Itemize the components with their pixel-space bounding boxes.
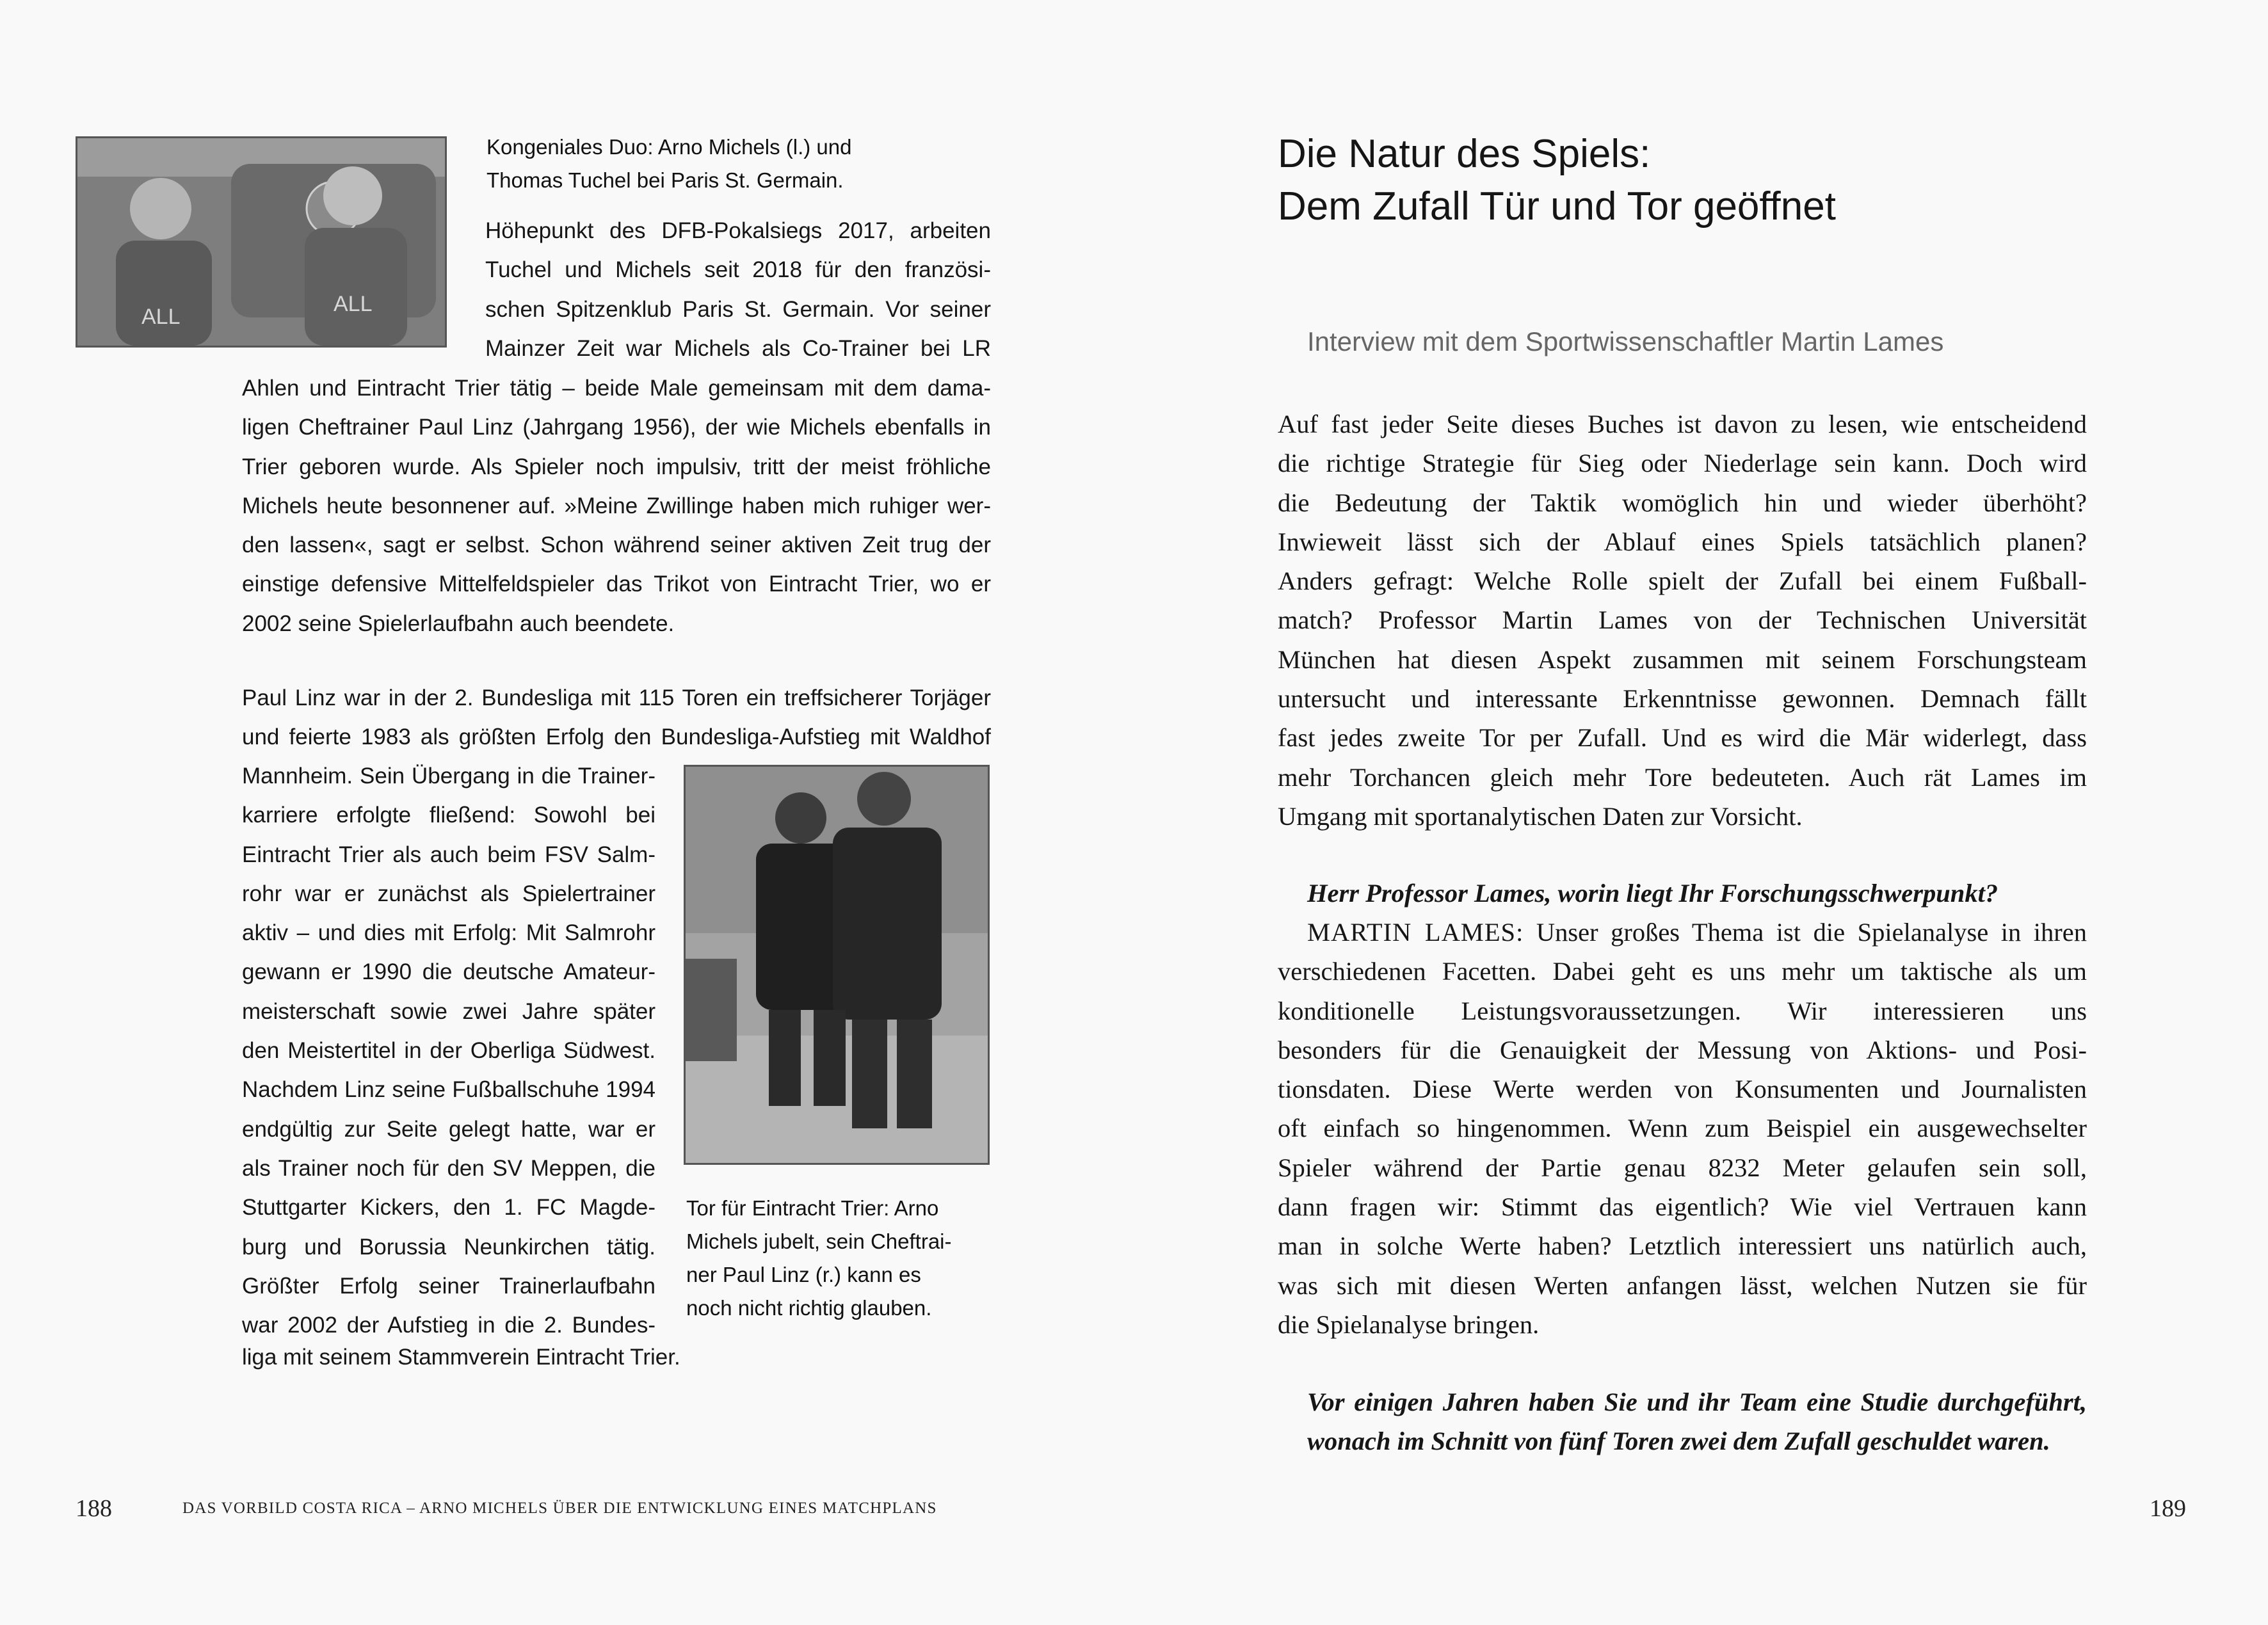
text-line: karriere erfolgte fließend: Sowohl bei bbox=[242, 803, 655, 828]
body-paragraph bbox=[485, 211, 991, 368]
chapter-subtitle: Interview mit dem Sportwissenschaftler Martin Lames bbox=[1307, 326, 1944, 356]
text-line: Spieler während der Partie genau 8232 Meter gelaufen sein soll, bbox=[1278, 1153, 2087, 1182]
photo-caption bbox=[487, 131, 999, 197]
interview-answer bbox=[1278, 913, 2087, 1344]
text-line: schen Spitzenklub Paris St. Germain. Vor seiner bbox=[485, 296, 991, 322]
text-line: burg und Borussia Neunkirchen tätig. bbox=[242, 1234, 655, 1260]
photo-icon bbox=[686, 767, 988, 1163]
chapter-title-line: Die Natur des Spiels: bbox=[1278, 132, 1651, 176]
text-line: meisterschaft sowie zwei Jahre später bbox=[242, 998, 655, 1024]
caption-line: Tor für Eintracht Trier: Arno bbox=[686, 1196, 939, 1220]
text-line: dann fragen wir: Stimmt das eigentlich? Wie viel Vertrauen kann bbox=[1278, 1192, 2087, 1222]
text-line: Trier geboren wurde. Als Spieler noch impulsiv, tritt der meist fröhliche bbox=[242, 454, 991, 479]
text-line: liga mit seinem Stammverein Eintracht Trier. bbox=[242, 1345, 680, 1370]
text-line: Michels heute besonnener auf. »Meine Zwillinge haben mich ruhiger wer- bbox=[242, 493, 991, 518]
text-line: Mannheim. Sein Übergang in die Trainer- bbox=[242, 764, 655, 788]
text-line: Vor einigen Jahren haben Sie und ihr Team eine Studie durchgeführt, bbox=[1307, 1388, 2087, 1416]
caption-line: ner Paul Linz (r.) kann es bbox=[686, 1263, 921, 1286]
text-line: Größter Erfolg seiner Trainerlaufbahn bbox=[242, 1273, 655, 1299]
text-line: aktiv – und dies mit Erfolg: Mit Salmrohr bbox=[242, 920, 655, 946]
photo-caption bbox=[686, 1192, 1006, 1325]
text-line: was sich mit diesen Werten anfangen lässt, welchen Nutzen sie für bbox=[1278, 1270, 2087, 1300]
text-line: Ahlen und Eintracht Trier tätig – beide Male gemeinsam mit dem dama- bbox=[242, 376, 991, 401]
page-number: 189 bbox=[2150, 1495, 2186, 1522]
text-line: Höhepunkt des DFB-Pokalsiegs 2017, arbeiten bbox=[485, 218, 991, 243]
caption-line: Thomas Tuchel bei Paris St. Germain. bbox=[487, 168, 844, 192]
caption-line: Kongeniales Duo: Arno Michels (l.) und bbox=[487, 135, 852, 159]
photo-icon bbox=[77, 138, 445, 346]
text-line: Anders gefragt: Welche Rolle spielt der Zufall bei einem Fußball- bbox=[1278, 566, 2087, 596]
text-line: Mainzer Zeit war Michels als Co-Trainer bei LR bbox=[485, 335, 991, 361]
text-line: 2002 seine Spielerlaufbahn auch beendete. bbox=[242, 611, 675, 636]
text-line: fast jedes zweite Tor per Zufall. Und es wird die Mär widerlegt, dass bbox=[1278, 723, 2087, 753]
text-line: gewann er 1990 die deutsche Amateur- bbox=[242, 959, 655, 985]
text-line: untersucht und interessante Erkenntnisse gewonnen. Demnach fällt bbox=[1278, 684, 2087, 714]
text-line: war 2002 der Aufstieg in die 2. Bundes- bbox=[242, 1313, 655, 1338]
text-line: Auf fast jeder Seite dieses Buches ist davon zu lesen, wie entscheidend bbox=[1278, 410, 2087, 438]
text-line: ligen Cheftrainer Paul Linz (Jahrgang 1956), der wie Michels ebenfalls in bbox=[242, 415, 991, 440]
caption-line: Michels jubelt, sein Cheftrai- bbox=[686, 1229, 952, 1253]
text-line: die Bedeutung der Taktik womöglich hin und wieder überhöht? bbox=[1278, 488, 2087, 517]
chapter-title bbox=[1278, 128, 1836, 233]
answer-text: Unser großes Thema ist die Spielanalyse in ihren bbox=[1524, 918, 2087, 947]
text-line: oft einfach so hingenommen. Wenn zum Beispiel ein ausgewechselter bbox=[1278, 1114, 2087, 1143]
body-paragraph bbox=[242, 756, 655, 1345]
text-line: und feierte 1983 als größten Erfolg den Bundesliga-Aufstieg mit Waldhof bbox=[242, 724, 991, 750]
text-line: Nachdem Linz seine Fußballschuhe 1994 bbox=[242, 1077, 655, 1103]
text-line: die Spielanalyse bringen. bbox=[1278, 1309, 1540, 1339]
interview-question bbox=[1278, 1382, 2087, 1461]
photo-michels-tuchel bbox=[76, 136, 447, 348]
running-head: DAS VORBILD COSTA RICA – ARNO MICHELS ÜBER DIE ENTWICKLUNG EINES MATCHPLANS bbox=[182, 1500, 937, 1517]
chapter-title-line: Dem Zufall Tür und Tor geöffnet bbox=[1278, 184, 1836, 228]
text-line: die richtige Strategie für Sieg oder Niederlage sein kann. Doch wird bbox=[1278, 449, 2087, 478]
body-paragraph bbox=[242, 369, 991, 643]
text-line: Stuttgarter Kickers, den 1. FC Magde- bbox=[242, 1195, 655, 1221]
text-line: den Meistertitel in der Oberliga Südwest. bbox=[242, 1038, 655, 1064]
text-line: rohr war er zunächst als Spielertrainer bbox=[242, 881, 655, 906]
text-line: mehr Torchancen gleich mehr Tore bedeuteten. Auch rät Lames im bbox=[1278, 762, 2087, 792]
body-paragraph bbox=[242, 678, 991, 757]
text-line: München hat diesen Aspekt zusammen mit seinem Forschungsteam bbox=[1278, 644, 2087, 674]
svg-text:ALL: ALL bbox=[334, 292, 373, 316]
body-paragraph bbox=[242, 1338, 991, 1377]
text-line: tionsdaten. Diese Werte werden von Konsumenten und Journalisten bbox=[1278, 1075, 2087, 1104]
text-line: als Trainer noch für den SV Meppen, die bbox=[242, 1155, 655, 1181]
text-line: besonders für die Genauigkeit der Messung von Aktions- und Posi- bbox=[1278, 1035, 2087, 1064]
interview-question bbox=[1278, 874, 2087, 913]
text-line: man in solche Werte haben? Letztlich interessiert uns natürlich auch, bbox=[1278, 1231, 2087, 1261]
page-number: 188 bbox=[76, 1495, 112, 1522]
svg-text:ALL: ALL bbox=[141, 305, 181, 329]
intro-paragraph bbox=[1278, 404, 2087, 836]
text-line: endgültig zur Seite gelegt hatte, war er bbox=[242, 1116, 655, 1142]
text-line: verschiedenen Facetten. Dabei geht es uns mehr um taktische als um bbox=[1278, 957, 2087, 986]
text-line bbox=[1278, 913, 2087, 952]
text-line: wonach im Schnitt von fünf Toren zwei dem Zufall geschuldet waren. bbox=[1307, 1427, 2050, 1456]
caption-line: noch nicht richtig glauben. bbox=[686, 1296, 932, 1320]
text-line: den lassen«, sagt er selbst. Schon während seiner aktiven Zeit trug der bbox=[242, 532, 991, 558]
text-line: Tuchel und Michels seit 2018 für den französi- bbox=[485, 257, 991, 283]
text-line: match? Professor Martin Lames von der Technischen Universität bbox=[1278, 605, 2087, 635]
text-line: einstige defensive Mittelfeldspieler das Trikot von Eintracht Trier, wo er bbox=[242, 572, 991, 597]
speaker-name: MARTIN LAMES: bbox=[1307, 918, 1524, 947]
text-line: Inwieweit lässt sich der Ablauf eines Spiels tatsächlich planen? bbox=[1278, 527, 2087, 556]
text-line: Paul Linz war in der 2. Bundesliga mit 115 Toren ein treffsicherer Torjäger bbox=[242, 685, 991, 710]
text-line: Herr Professor Lames, worin liegt Ihr Forschungsschwerpunkt? bbox=[1307, 879, 1999, 908]
text-line: Eintracht Trier als auch beim FSV Salm- bbox=[242, 842, 655, 867]
text-line: Umgang mit sportanalytischen Daten zur Vorsicht. bbox=[1278, 801, 1803, 831]
text-line: konditionelle Leistungsvoraussetzungen. Wir interessieren uns bbox=[1278, 996, 2087, 1025]
photo-michels-linz bbox=[684, 765, 990, 1165]
